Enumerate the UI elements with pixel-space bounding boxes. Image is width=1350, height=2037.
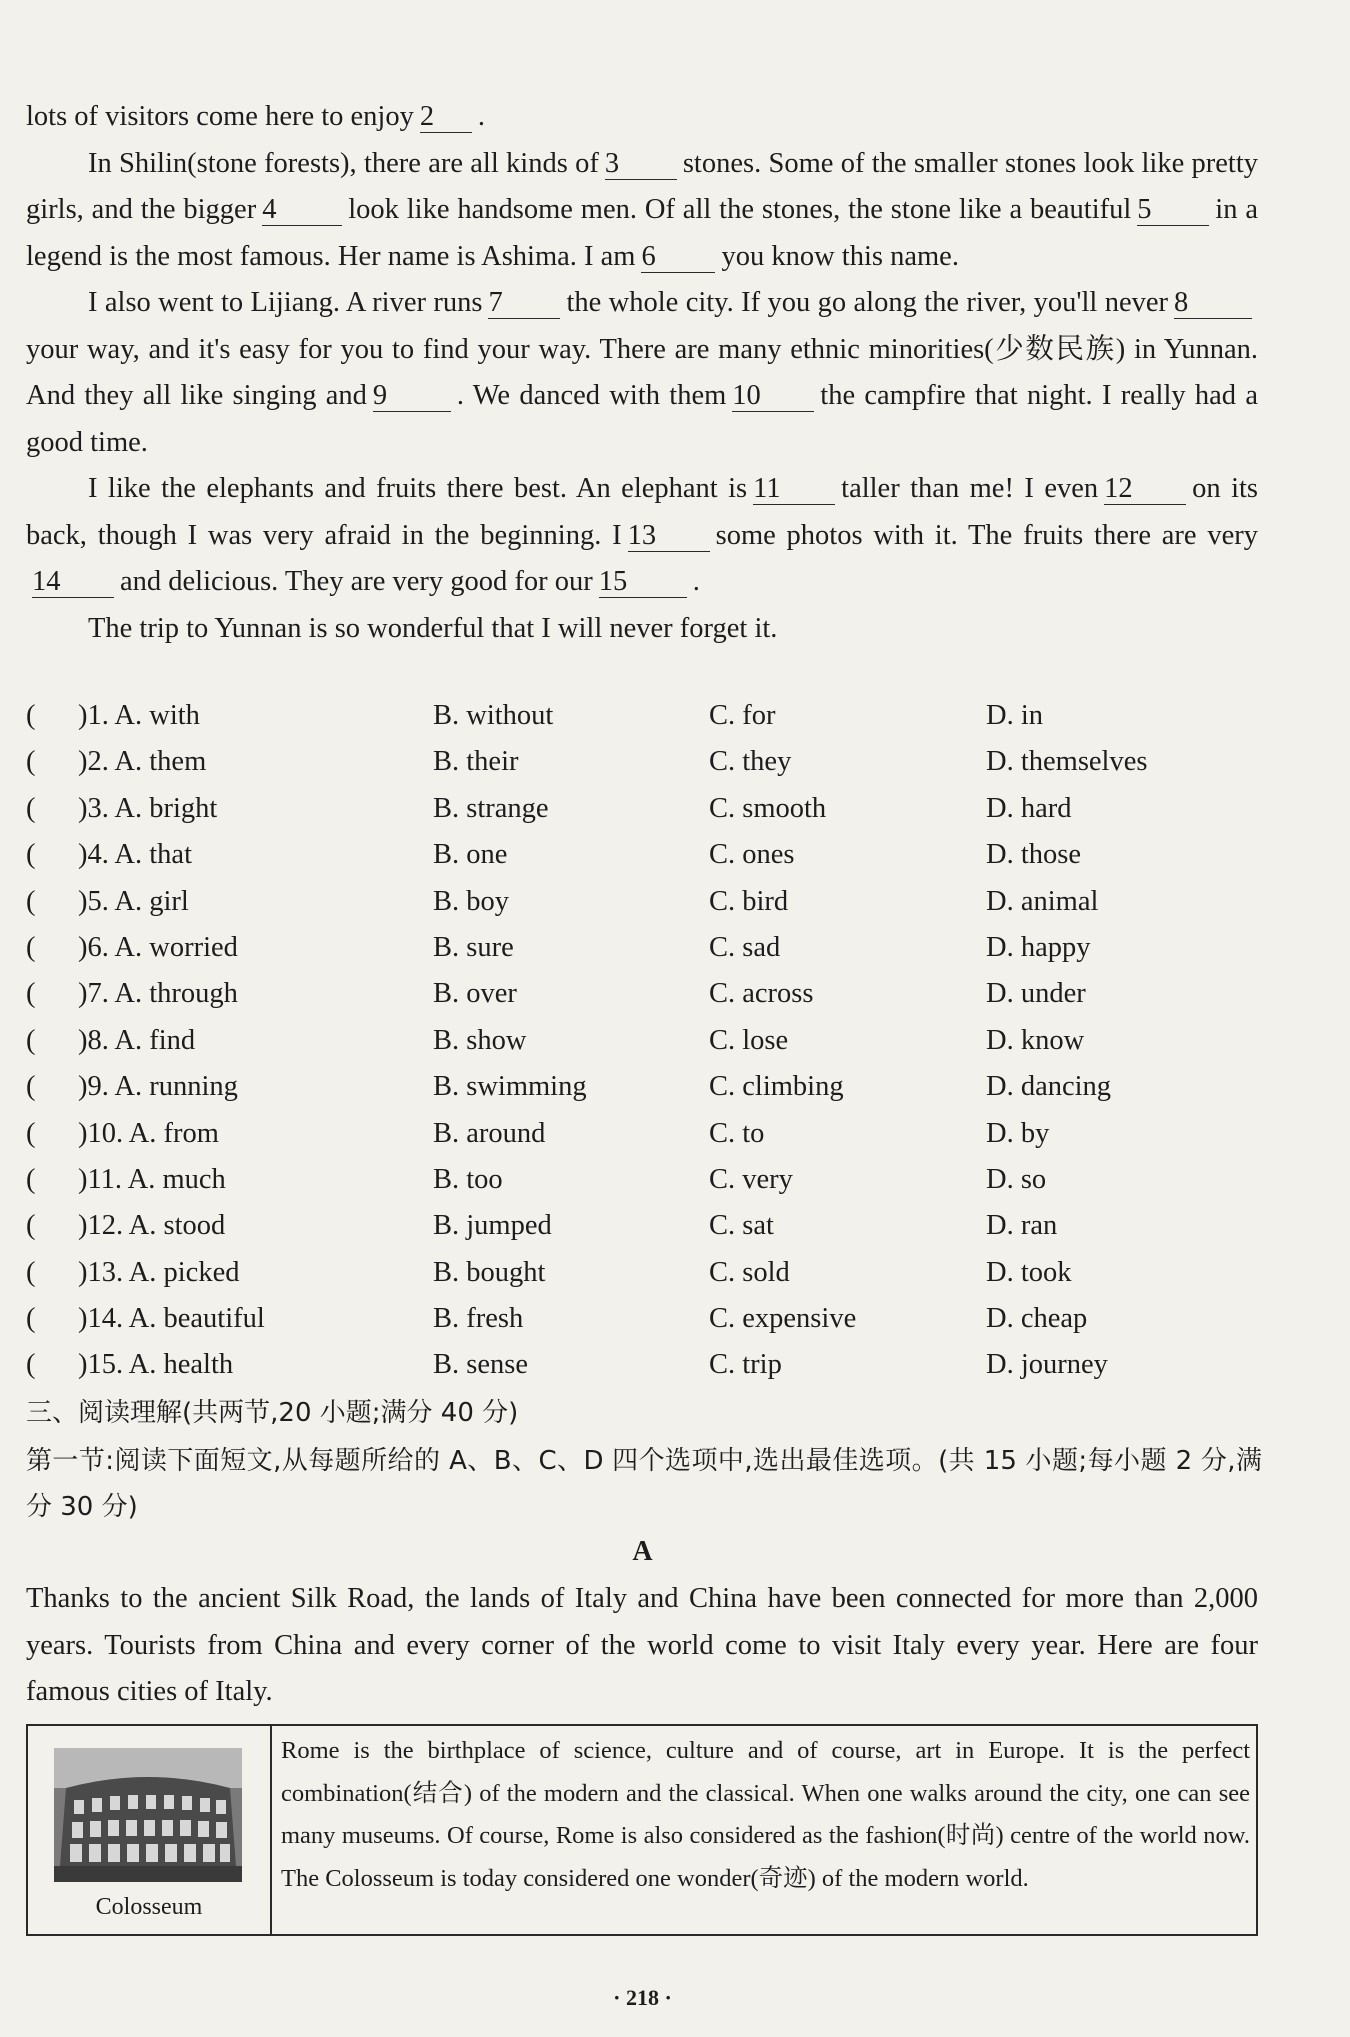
option-b: B. over xyxy=(433,978,517,1010)
passage-text: on its back, though I was very afraid in the beginning. I xyxy=(26,473,1258,551)
question-row xyxy=(26,1157,1266,1203)
question-row xyxy=(26,1342,1266,1388)
passage-title: A xyxy=(632,1536,653,1567)
option-c: C. sold xyxy=(709,1256,790,1288)
option-b: B. sure xyxy=(433,931,514,963)
section-instruction: 第一节:阅读下面短文,从每题所给的 A、B、C、D 四个选项中,选出最佳选项。(共 15 小题;每小题 2 分,满分 30 分) xyxy=(26,1446,1262,1522)
city-info-table xyxy=(26,1724,1258,1936)
option-d: D. so xyxy=(986,1163,1047,1195)
option-a: )5. A. girl xyxy=(78,885,189,917)
passage-text: taller than me! I even xyxy=(841,473,1099,504)
option-c: C. very xyxy=(709,1163,793,1195)
option-d: D. dancing xyxy=(986,1071,1112,1103)
option-c: C. smooth xyxy=(709,792,827,824)
option-c: C. climbing xyxy=(709,1071,844,1103)
passage-text: some photos with it. The fruits there are very xyxy=(715,519,1258,551)
answer-paren: ( xyxy=(26,1071,36,1103)
question-row xyxy=(26,832,1266,878)
option-b: B. show xyxy=(433,1024,527,1056)
passage-text: . xyxy=(692,566,700,597)
option-a: )12. A. stood xyxy=(78,1210,226,1242)
option-d: D. by xyxy=(986,1117,1050,1149)
blank-11: 11 xyxy=(753,474,835,505)
passage-paragraph-1 xyxy=(26,141,1258,281)
option-a: )10. A. from xyxy=(78,1117,219,1149)
colosseum-illustration xyxy=(54,1748,242,1882)
option-a: )1. A. with xyxy=(78,700,200,731)
colosseum-image xyxy=(54,1748,242,1882)
passage-text: lots of visitors come here to enjoy xyxy=(26,101,414,132)
question-row xyxy=(26,925,1266,971)
blank-6: 6 xyxy=(641,242,715,273)
option-c: C. sat xyxy=(709,1210,774,1242)
option-d: D. those xyxy=(986,839,1081,871)
option-c: C. sad xyxy=(709,931,781,963)
passage-paragraph-4: The trip to Yunnan is so wonderful that I will never forget it. xyxy=(88,612,778,644)
option-c: C. bird xyxy=(709,885,789,917)
answer-paren: ( xyxy=(26,1117,36,1149)
option-d: D. hard xyxy=(986,792,1072,824)
question-row xyxy=(26,879,1266,925)
section-heading: 三、阅读理解(共两节,20 小题;满分 40 分) xyxy=(26,1398,519,1428)
answer-paren: ( xyxy=(26,746,36,778)
passage-text: the campfire that night. I really had a good time. xyxy=(26,380,1258,458)
answer-paren: ( xyxy=(26,792,36,824)
passage-text: In Shilin(stone forests), there are all kinds of xyxy=(88,147,599,179)
option-c: C. ones xyxy=(709,839,795,871)
passage-text: the whole city. If you go along the river, you'll never xyxy=(566,287,1168,318)
blank-5: 5 xyxy=(1137,195,1209,226)
option-d: D. took xyxy=(986,1256,1072,1288)
option-d: D. in xyxy=(986,700,1043,731)
option-c: C. expensive xyxy=(709,1303,857,1335)
blank-8: 8 xyxy=(1174,288,1252,319)
answer-paren: ( xyxy=(26,1303,36,1335)
option-a: )6. A. worried xyxy=(78,931,238,963)
passage-line-0 xyxy=(26,94,1258,141)
option-d: D. ran xyxy=(986,1210,1058,1242)
passage-text: in a legend is the most famous. Her name is Ashima. I am xyxy=(26,194,1258,272)
option-d: D. happy xyxy=(986,931,1091,963)
question-row xyxy=(26,1250,1266,1296)
answer-paren: ( xyxy=(26,839,36,871)
image-caption: Colosseum xyxy=(95,1894,203,1920)
option-a: )3. A. bright xyxy=(78,792,218,824)
answer-paren: ( xyxy=(26,1024,36,1056)
passage-paragraph-3 xyxy=(26,466,1258,606)
option-b: B. boy xyxy=(433,885,510,917)
answer-paren: ( xyxy=(26,1256,36,1288)
answer-paren: ( xyxy=(26,700,36,731)
passage-text: you know this name. xyxy=(721,240,959,272)
blank-14: 14 xyxy=(32,567,114,598)
question-row xyxy=(26,1203,1266,1249)
blank-3: 3 xyxy=(605,149,677,180)
option-c: C. lose xyxy=(709,1024,789,1056)
rome-description: Rome is the birthplace of science, culture and of course, art in Europe. It is the perfect combination(结合) of the modern and the classical. When one walks around the city, one can see many museums. Of course, Rome is also considered as the fashion(时尚) centre of the world now. The Colosseum is today considered one wonder(奇迹) of the modern world. xyxy=(281,1737,1250,1892)
option-b: B. strange xyxy=(433,792,549,824)
question-row xyxy=(26,1111,1266,1157)
answer-paren: ( xyxy=(26,1163,36,1195)
colosseum-picture-cell xyxy=(28,1726,272,1934)
option-a: )8. A. find xyxy=(78,1024,196,1056)
option-d: D. journey xyxy=(986,1349,1108,1381)
option-a: )11. A. much xyxy=(78,1163,226,1195)
option-a: )13. A. picked xyxy=(78,1256,240,1288)
question-row xyxy=(26,1296,1266,1342)
option-a: )7. A. through xyxy=(78,978,238,1010)
option-b: B. sense xyxy=(433,1349,528,1381)
option-a: )15. A. health xyxy=(78,1349,234,1381)
option-d: D. animal xyxy=(986,885,1099,917)
answer-paren: ( xyxy=(26,1210,36,1242)
option-b: B. without xyxy=(433,700,554,731)
passage-text: look like handsome men. Of all the stones, the stone like a beautiful xyxy=(348,194,1132,225)
blank-4: 4 xyxy=(262,195,342,226)
option-d: D. know xyxy=(986,1024,1085,1056)
passage-text: I like the elephants and fruits there best. An elephant is xyxy=(88,473,748,504)
question-row xyxy=(26,786,1266,832)
option-b: B. fresh xyxy=(433,1303,524,1335)
option-d: D. themselves xyxy=(986,746,1148,778)
option-c: C. trip xyxy=(709,1349,782,1381)
cloze-passage xyxy=(26,94,1258,652)
passage-text: and delicious. They are very good for our xyxy=(120,566,593,597)
option-a: )4. A. that xyxy=(78,839,192,871)
passage-text: your way, and it's easy for you to find your way. There are many ethnic minorities(少数民族) in Yunnan. And they all like singing and xyxy=(26,333,1258,411)
passage-text: I also went to Lijiang. A river runs xyxy=(88,287,483,318)
passage-paragraph-2 xyxy=(26,280,1258,466)
blank-7: 7 xyxy=(488,288,560,319)
blank-10: 10 xyxy=(732,381,814,412)
blank-13: 13 xyxy=(628,521,710,552)
option-d: D. under xyxy=(986,978,1086,1010)
option-b: B. bought xyxy=(433,1256,546,1288)
option-a: )2. A. them xyxy=(78,746,207,778)
option-b: B. around xyxy=(433,1117,546,1149)
question-row xyxy=(26,1064,1266,1110)
question-row xyxy=(26,1018,1266,1064)
passage-text: . We danced with them xyxy=(456,380,727,411)
page-number: · 218 · xyxy=(613,1985,672,2010)
option-a: )14. A. beautiful xyxy=(78,1303,265,1335)
answer-paren: ( xyxy=(26,978,36,1010)
option-c: C. across xyxy=(709,978,814,1010)
answer-paren: ( xyxy=(26,1349,36,1381)
option-b: B. their xyxy=(433,746,519,778)
option-b: B. too xyxy=(433,1163,503,1195)
reading-intro: Thanks to the ancient Silk Road, the lands of Italy and China have been connected for more than 2,000 years. Tourists from China and every corner of the world come to visit Italy every year. Here are four famous cities of Italy. xyxy=(26,1583,1258,1707)
blank-12: 12 xyxy=(1104,474,1186,505)
passage-text: . xyxy=(477,101,485,132)
answer-paren: ( xyxy=(26,931,36,963)
option-b: B. one xyxy=(433,839,508,871)
question-row xyxy=(26,739,1266,785)
option-c: C. for xyxy=(709,700,776,731)
blank-15: 15 xyxy=(599,567,687,598)
question-row xyxy=(26,693,1266,739)
option-b: B. swimming xyxy=(433,1071,587,1103)
question-row xyxy=(26,971,1266,1017)
blank-2: 2 xyxy=(420,102,472,133)
answer-paren: ( xyxy=(26,885,36,917)
option-d: D. cheap xyxy=(986,1303,1088,1335)
option-b: B. jumped xyxy=(433,1210,552,1242)
question-options xyxy=(26,693,1266,1389)
blank-9: 9 xyxy=(373,381,451,412)
passage-text: stones. Some of the smaller stones look like pretty girls, and the bigger xyxy=(26,147,1259,225)
option-a: )9. A. running xyxy=(78,1071,238,1103)
option-c: C. to xyxy=(709,1117,765,1149)
option-c: C. they xyxy=(709,746,792,778)
